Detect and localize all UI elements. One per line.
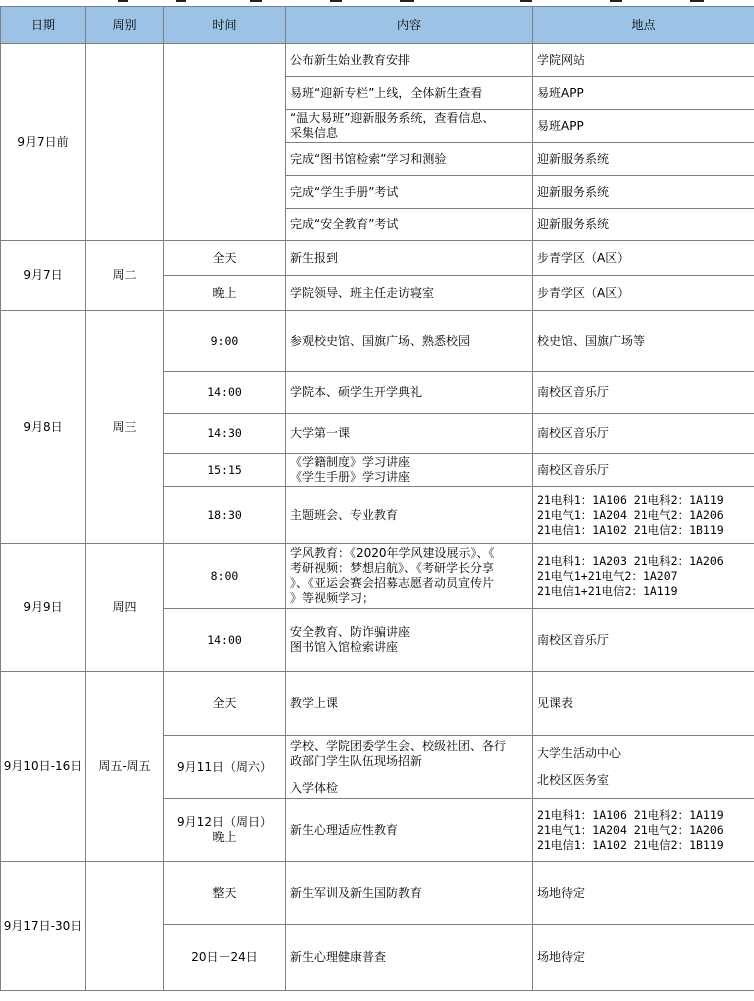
content-line: 政部门学生队伍现场招新 xyxy=(290,753,423,768)
place-line: 大学生活动中心 xyxy=(537,746,622,760)
content-line: 安全教育、防诈骗讲座 xyxy=(290,625,411,639)
content-cell xyxy=(286,110,533,143)
place-line: 21电信1：1A102 21电信2：1B119 xyxy=(537,522,724,537)
place-cell: 易班APP xyxy=(533,77,754,110)
table-row xyxy=(1,241,754,276)
content-line: 学校、学院团委学生会、校级社团、各行 xyxy=(290,738,507,753)
time-cell: 14:00 xyxy=(164,372,286,414)
header-place: 地点 xyxy=(533,7,754,44)
place-line: 21电科1：1A203 21电科2：1A206 xyxy=(537,553,724,568)
date-cell: 9月9日 xyxy=(1,544,86,672)
time-line: 晚上 xyxy=(212,830,237,844)
time-cell: 整天 xyxy=(164,862,286,925)
content-cell: 主题班会、专业教育 xyxy=(286,487,533,544)
time-cell: 8:00 xyxy=(164,544,286,609)
week-cell: 周四 xyxy=(86,544,164,672)
time-cell: 18:30 xyxy=(164,487,286,544)
time-cell xyxy=(164,799,286,862)
week-cell: 周五-周五 xyxy=(86,672,164,862)
content-line: 《学生手册》学习讲座 xyxy=(290,470,411,484)
place-line: 21电信1：1A102 21电信2：1B119 xyxy=(537,837,724,852)
time-cell: 9:00 xyxy=(164,311,286,372)
place-line: 21电气1：1A204 21电气2：1A206 xyxy=(537,507,724,522)
content-cell: 易班“迎新专栏”上线，全体新生查看 xyxy=(286,77,533,110)
content-cell xyxy=(286,544,533,609)
time-cell: 15:15 xyxy=(164,454,286,487)
time-cell: 14:00 xyxy=(164,609,286,672)
table-row xyxy=(1,544,754,609)
content-cell: 新生心理适应性教育 xyxy=(286,799,533,862)
week-cell: 周三 xyxy=(86,311,164,544)
place-cell: 场地待定 xyxy=(533,925,754,991)
place-cell: 学院网站 xyxy=(533,44,754,77)
date-cell: 9月7日前 xyxy=(1,44,86,241)
week-cell xyxy=(86,44,164,241)
header-date: 日期 xyxy=(1,7,86,44)
header-content: 内容 xyxy=(286,7,533,44)
content-line: 学风教育：《2020年学风建设展示》、《 xyxy=(290,546,495,560)
table-row xyxy=(1,672,754,736)
place-cell: 迎新服务系统 xyxy=(533,143,754,176)
content-line: 考研视频：梦想启航》、《考研学长分享 xyxy=(290,561,495,575)
content-cell: 完成“图书馆检索”学习和测验 xyxy=(286,143,533,176)
header-row xyxy=(1,7,754,44)
place-cell: 南校区音乐厅 xyxy=(533,454,754,487)
place-cell: 南校区音乐厅 xyxy=(533,414,754,454)
content-cell xyxy=(286,454,533,487)
schedule-table xyxy=(0,6,754,991)
place-line: 21电信1+21电信2：1A119 xyxy=(537,583,678,598)
place-cell: 易班APP xyxy=(533,110,754,143)
content-line: 》等视频学习； xyxy=(290,591,375,605)
place-cell xyxy=(533,544,754,609)
content-cell: 教学上课 xyxy=(286,672,533,736)
place-cell: 迎新服务系统 xyxy=(533,176,754,209)
week-cell: 周二 xyxy=(86,241,164,311)
content-line: 《学籍制度》学习讲座 xyxy=(290,455,411,469)
place-cell: 见课表 xyxy=(533,672,754,736)
place-line: 21电科1：1A106 21电科2：1A119 xyxy=(537,807,724,822)
content-line: “温大易班”迎新服务系统，查看信息、 xyxy=(290,111,495,125)
table-row xyxy=(1,862,754,925)
place-cell: 校史馆、国旗广场等 xyxy=(533,311,754,372)
spacer xyxy=(290,769,532,781)
content-cell xyxy=(286,609,533,672)
date-cell: 9月10日-16日 xyxy=(1,672,86,862)
time-cell: 晚上 xyxy=(164,276,286,311)
time-cell: 14:30 xyxy=(164,414,286,454)
week-cell xyxy=(86,862,164,991)
content-cell: 新生报到 xyxy=(286,241,533,276)
place-cell xyxy=(533,736,754,799)
content-cell: 公布新生始业教育安排 xyxy=(286,44,533,77)
content-cell: 新生军训及新生国防教育 xyxy=(286,862,533,925)
time-cell: 全天 xyxy=(164,672,286,736)
header-time: 时间 xyxy=(164,7,286,44)
time-cell: 9月11日（周六） xyxy=(164,736,286,799)
content-line: 入学体检 xyxy=(290,780,339,795)
table-row xyxy=(1,44,754,77)
content-cell: 大学第一课 xyxy=(286,414,533,454)
date-cell: 9月8日 xyxy=(1,311,86,544)
place-cell: 南校区音乐厅 xyxy=(533,372,754,414)
time-line: 9月12日（周日） xyxy=(177,815,272,829)
time-cell: 20日－24日 xyxy=(164,925,286,991)
time-cell xyxy=(164,44,286,241)
content-cell: 学院本、硕学生开学典礼 xyxy=(286,372,533,414)
table-row xyxy=(1,311,754,372)
content-cell xyxy=(286,736,533,799)
place-cell: 迎新服务系统 xyxy=(533,209,754,241)
content-line: 采集信息 xyxy=(290,126,339,140)
content-cell: 学院领导、班主任走访寝室 xyxy=(286,276,533,311)
header-week: 周别 xyxy=(86,7,164,44)
place-cell: 步青学区（A区） xyxy=(533,241,754,276)
content-cell: 新生心理健康普查 xyxy=(286,925,533,991)
place-cell: 南校区音乐厅 xyxy=(533,609,754,672)
time-cell: 全天 xyxy=(164,241,286,276)
content-line: 图书馆入馆检索讲座 xyxy=(290,640,399,654)
place-line: 21电科1：1A106 21电科2：1A119 xyxy=(537,492,724,507)
place-line: 21电气1+21电气2：1A207 xyxy=(537,568,678,583)
place-cell: 场地待定 xyxy=(533,862,754,925)
place-line: 北校区医务室 xyxy=(537,773,610,787)
date-cell: 9月7日 xyxy=(1,241,86,311)
place-cell: 步青学区（A区） xyxy=(533,276,754,311)
place-line: 21电气1：1A204 21电气2：1A206 xyxy=(537,822,724,837)
spacer xyxy=(537,761,754,773)
content-cell: 完成“学生手册”考试 xyxy=(286,176,533,209)
content-line: 》、《亚运会赛会招募志愿者动员宣传片 xyxy=(290,576,495,590)
place-cell xyxy=(533,487,754,544)
date-cell: 9月17日-30日 xyxy=(1,862,86,991)
content-cell: 参观校史馆、国旗广场、熟悉校园 xyxy=(286,311,533,372)
place-cell xyxy=(533,799,754,862)
content-cell: 完成“安全教育”考试 xyxy=(286,209,533,241)
